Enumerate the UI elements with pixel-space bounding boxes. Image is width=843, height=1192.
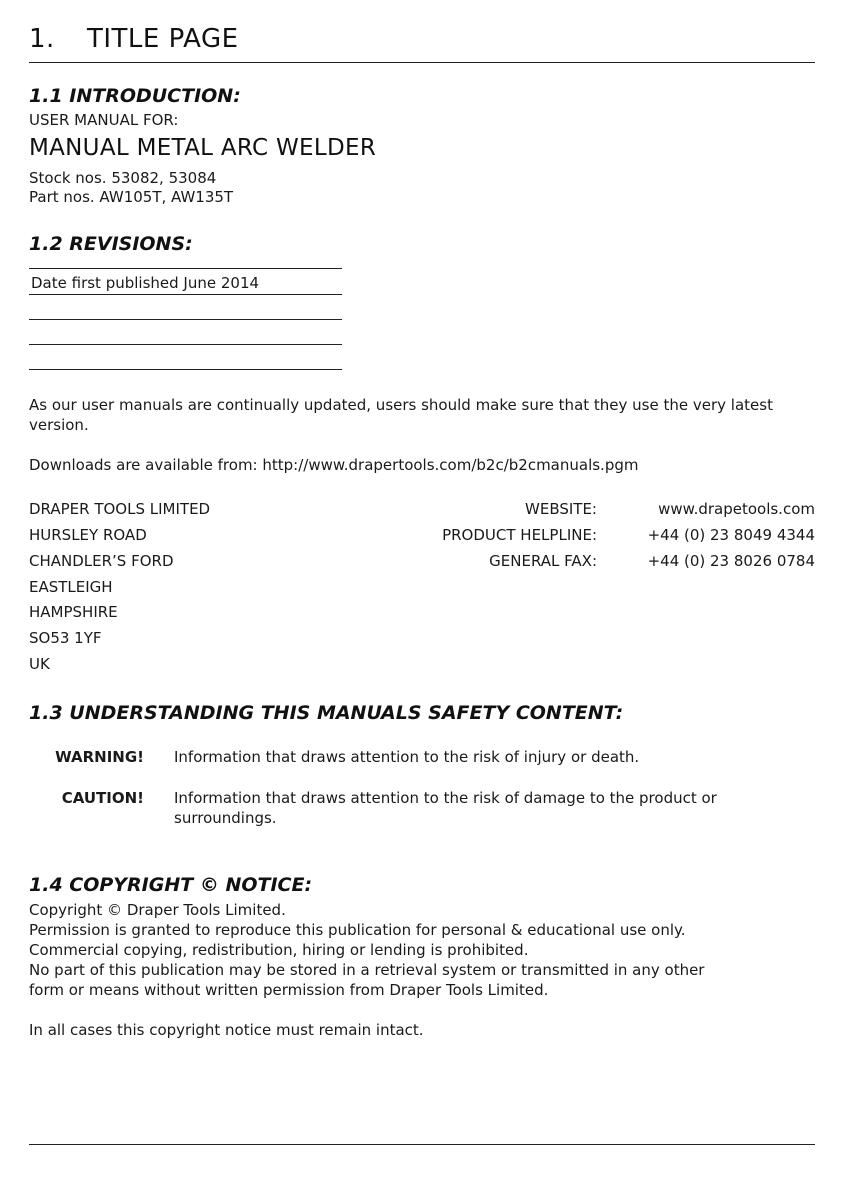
- address-line: SO53 1YF: [29, 629, 102, 647]
- copyright-heading: 1.4 COPYRIGHT © NOTICE:: [29, 874, 313, 896]
- helpline-number: +44 (0) 23 8049 4344: [647, 526, 815, 544]
- revisions-heading: 1.2 REVISIONS:: [29, 233, 193, 255]
- product-name: MANUAL METAL ARC WELDER: [29, 135, 377, 161]
- address-line: HAMPSHIRE: [29, 603, 118, 621]
- copyright-line: Permission is granted to reproduce this publication for personal & educational use only.: [29, 921, 686, 939]
- fax-number: +44 (0) 23 8026 0784: [647, 552, 815, 570]
- website-link[interactable]: www.drapetools.com: [658, 500, 815, 518]
- revision-line: [29, 369, 342, 370]
- copyright-line: Commercial copying, redistribution, hiring or lending is prohibited.: [29, 941, 529, 959]
- helpline-label: PRODUCT HELPLINE:: [442, 526, 597, 544]
- revision-line: [29, 344, 342, 345]
- page-title-number: 1.: [29, 24, 55, 54]
- downloads-note: Downloads are available from: http://www.drapertools.com/b2c/b2cmanuals.pgm: [29, 456, 639, 474]
- caution-text: Information that draws attention to the risk of damage to the product or surroundings.: [174, 789, 717, 827]
- page-title-text: TITLE PAGE: [87, 24, 239, 54]
- part-numbers: Part nos. AW105T, AW135T: [29, 188, 234, 206]
- warning-text: Information that draws attention to the risk of injury or death.: [174, 748, 640, 766]
- address-line: UK: [29, 655, 50, 673]
- address-line: CHANDLER’S FORD: [29, 552, 174, 570]
- copyright-line: No part of this publication may be stored in a retrieval system or transmitted in any other: [29, 961, 705, 979]
- website-label: WEBSITE:: [525, 500, 597, 518]
- revision-entry: Date first published June 2014: [31, 274, 260, 292]
- fax-label: GENERAL FAX:: [489, 552, 597, 570]
- introduction-heading: 1.1 INTRODUCTION:: [29, 85, 241, 107]
- revision-line: [29, 319, 342, 320]
- manual-for-label: USER MANUAL FOR:: [29, 111, 179, 129]
- copyright-closing: In all cases this copyright notice must remain intact.: [29, 1021, 424, 1039]
- address-line: DRAPER TOOLS LIMITED: [29, 500, 211, 518]
- revision-line: [29, 294, 342, 295]
- copyright-line: form or means without written permission from Draper Tools Limited.: [29, 981, 549, 999]
- revision-line-top: [29, 268, 342, 269]
- copyright-line: Copyright © Draper Tools Limited.: [29, 901, 286, 919]
- page-title: [29, 24, 239, 54]
- address-line: EASTLEIGH: [29, 578, 113, 596]
- update-note: As our user manuals are continually updated, users should make sure that they use the very latest version.: [29, 396, 773, 434]
- footer-divider: [29, 1144, 815, 1145]
- title-divider: [29, 62, 815, 63]
- safety-heading: 1.3 UNDERSTANDING THIS MANUALS SAFETY CONTENT:: [29, 702, 624, 724]
- address-line: HURSLEY ROAD: [29, 526, 147, 544]
- stock-numbers: Stock nos. 53082, 53084: [29, 169, 217, 187]
- caution-label: CAUTION!: [61, 789, 144, 807]
- warning-label: WARNING!: [55, 748, 144, 766]
